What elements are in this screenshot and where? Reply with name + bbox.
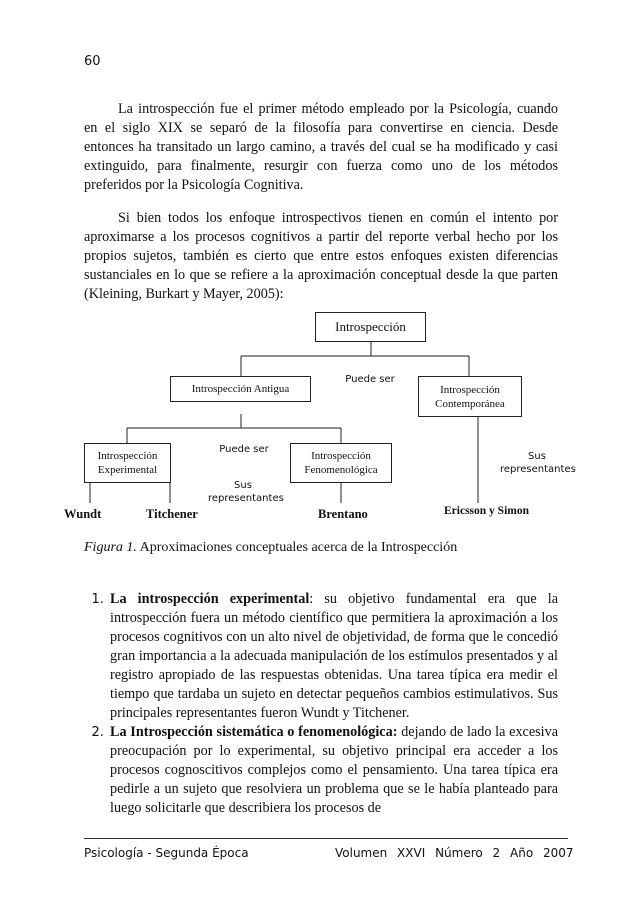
label-puede-ser-top: Puede ser — [345, 374, 395, 385]
node-experimental-line-2: Experimental — [97, 464, 158, 476]
footer-issue-info — [335, 846, 574, 860]
node-introspeccion-experimental — [84, 443, 171, 483]
node-experimental-line-1: Introspección — [97, 450, 158, 462]
node-contemporanea-line-2: Contemporánea — [435, 397, 505, 410]
footer-year: Año 2007 — [510, 846, 574, 860]
footer-number: Número 2 — [435, 846, 501, 860]
node-introspeccion: Introspección — [315, 312, 426, 342]
leaf-brentano: Brentano — [318, 507, 368, 521]
list-item-text: su objetivo fundamental era que la introspección fuera un método científico que permitiera la aproximación a los procesos cognitivos con un alto nivel de objetividad, de forma que le concedió gran importancia a la adecuada manipulación de los estímulos presentados y al registro apropiado de las respuestas obtenidas. Una tarea típica era medir el tiempo que tardaba un sujeto en detectar pequeños cambios estimulativos. Sus principales representantes fueron Wundt y Titchener. — [110, 591, 558, 721]
node-introspeccion-antigua: Introspección Antigua — [170, 376, 311, 402]
leaf-titchener: Titchener — [146, 507, 198, 521]
list-item-title-suffix: : — [309, 591, 314, 607]
body-paragraph-2: Si bien todos los enfoque introspectivos tienen en común el intento por aproximarse a los procesos cognitivos a partir del reporte verbal hecho por los propios sujetos, también es cierto que entre estos enfoques existen diferencias sustanciales en lo que se refiere a la aproximación conceptual desde la que parten (Kleining, Burkart y Mayer, 2005): — [84, 210, 558, 302]
label-representantes-right: representantes — [500, 464, 576, 475]
figure-caption-text: Aproximaciones conceptuales acerca de la Introspección — [139, 540, 458, 555]
list-item-title: La introspección experimental — [110, 591, 310, 607]
footer-volume: Volumen XXVI — [335, 846, 426, 860]
node-introspeccion-contemporanea — [418, 376, 522, 417]
list-item-title: La Introspección sistemática o fenomenológica: — [110, 724, 398, 740]
list-item — [108, 590, 558, 723]
list-item-text: dejando de lado la excesiva preocupación por lo experimental, su objetivo principal era acceder a los procesos cognoscitivos complejos como el pensamiento. Una tarea típica era pedirle a un sujeto que resolviera un problema que se le había planteado para luego solicitarle que describiera los procesos de — [110, 724, 559, 816]
footer-divider — [84, 838, 568, 839]
body-paragraph-1: La introspección fue el primer método empleado por la Psicología, cuando en el siglo XIX se separó de la filosofía para convertirse en ciencia. Desde entonces ha transitado un largo camino, a través del cual se ha modificado y casi extinguido, para finalmente, resurgir con fuerza como uno de los métodos preferidos por la Psicología Cognitiva. — [84, 101, 558, 193]
leaf-wundt: Wundt — [64, 507, 102, 521]
node-fenomenologica-line-1: Introspección — [311, 450, 371, 462]
numbered-list — [84, 590, 558, 818]
footer-journal: Psicología - Segunda Época — [84, 846, 249, 860]
label-representantes-left: representantes — [208, 493, 284, 504]
label-sus-representantes-left — [208, 479, 284, 505]
label-sus-right: Sus — [528, 451, 546, 462]
node-contemporanea-line-1: Introspección — [440, 383, 500, 396]
introspection-diagram — [0, 300, 638, 530]
label-sus-representantes-right — [500, 450, 574, 476]
label-sus-left: Sus — [234, 480, 252, 491]
list-item — [108, 723, 558, 818]
figure-caption-label: Figura 1. — [84, 540, 137, 555]
figure-caption — [84, 540, 457, 556]
page-number: 60 — [84, 54, 101, 69]
label-puede-ser-mid: Puede ser — [219, 444, 269, 455]
node-fenomenologica-line-2: Fenomenológica — [304, 464, 378, 476]
node-introspeccion-fenomenologica — [290, 443, 392, 483]
leaf-ericsson-simon: Ericsson y Simon — [444, 505, 529, 517]
